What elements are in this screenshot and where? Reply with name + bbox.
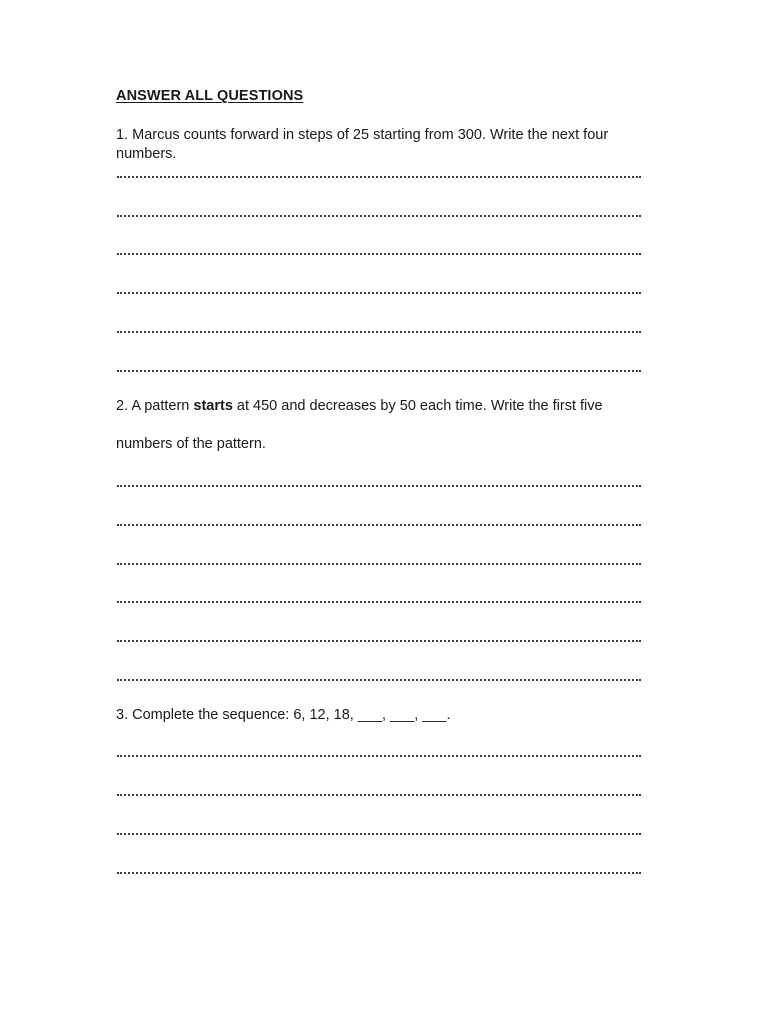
answer-line-1-5[interactable] [117,331,641,333]
question-2-line-1 [116,397,656,416]
question-2-line-2: numbers of the pattern. [116,436,266,452]
answer-line-2-4[interactable] [117,601,641,603]
worksheet-heading: ANSWER ALL QUESTIONS [116,88,304,104]
question-1-line-1: 1. Marcus counts forward in steps of 25 starting from 300. Write the next four [116,127,609,143]
answer-line-2-1[interactable] [117,485,641,487]
question-1-line-2: numbers. [116,146,177,162]
question-1 [116,126,656,164]
answer-line-1-1[interactable] [117,176,641,178]
answer-line-3-3[interactable] [117,833,641,835]
answer-line-1-6[interactable] [117,370,641,372]
question-2-suffix: at 450 and decreases by 50 each time. Write the first five [232,398,603,414]
answer-line-2-6[interactable] [117,679,641,681]
answer-line-3-1[interactable] [117,755,641,757]
question-2-bold-word: starts [193,398,233,414]
answer-line-1-2[interactable] [117,215,641,217]
question-2-prefix: 2. A pattern [116,398,194,414]
question-3: 3. Complete the sequence: 6, 12, 18, ___, ___, ___. [116,707,451,723]
answer-line-1-4[interactable] [117,292,641,294]
answer-line-2-5[interactable] [117,640,641,642]
answer-line-3-2[interactable] [117,794,641,796]
answer-line-1-3[interactable] [117,253,641,255]
answer-line-2-2[interactable] [117,524,641,526]
answer-line-2-3[interactable] [117,563,641,565]
answer-line-3-4[interactable] [117,872,641,874]
